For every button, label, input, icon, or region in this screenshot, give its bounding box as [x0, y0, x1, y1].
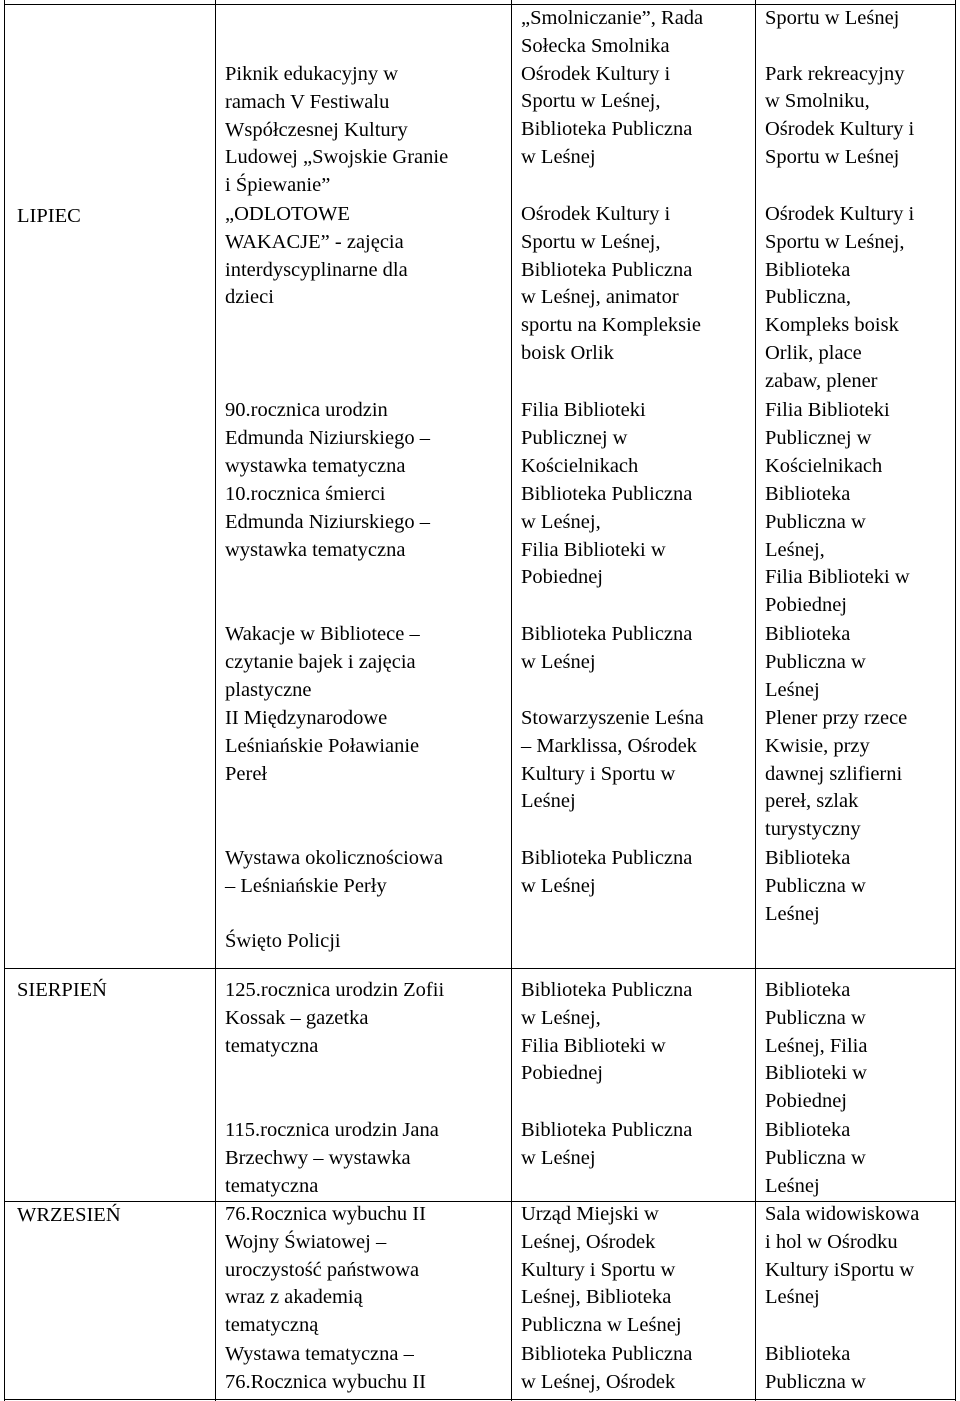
- cell-line: uroczystość państwowa: [225, 1258, 420, 1281]
- cell-line: Pobiednej: [765, 594, 847, 617]
- cell-line: wraz z akademią: [225, 1286, 363, 1309]
- cell-line: Leśnej, Biblioteka: [521, 1286, 672, 1309]
- cell-line: i Śpiewanie”: [225, 174, 331, 197]
- cell-line: Urząd Miejski w: [521, 1203, 659, 1225]
- cell-line: Kultury i Sportu w: [521, 1258, 676, 1281]
- cell-line: Sala widowiskowa: [765, 1203, 920, 1225]
- place-cell: [765, 5, 914, 172]
- cell-line: Leśniańskie Poławianie: [225, 734, 420, 757]
- event-cell: [225, 397, 430, 480]
- cell-line: Leśnej: [765, 902, 820, 925]
- cell-line: Edmunda Niziurskiego –: [225, 426, 430, 449]
- cell-line: w Leśnej, Ośrodek: [521, 1370, 676, 1393]
- table-border: [755, 0, 756, 1401]
- event-cell: [225, 977, 444, 1060]
- cell-line: w Leśnej: [521, 1146, 596, 1169]
- place-cell: [765, 977, 867, 1116]
- cell-line: tematyczna: [225, 1034, 319, 1057]
- cell-line: 76.Rocznica wybuchu II: [225, 1370, 426, 1393]
- organizer-cell: [521, 621, 692, 677]
- cell-line: Pobiednej: [765, 1090, 847, 1113]
- cell-line: 90.rocznica urodzin: [225, 399, 388, 421]
- cell-line: Stowarzyszenie Leśna: [521, 707, 704, 729]
- cell-line: Leśnej: [765, 1286, 820, 1309]
- cell-line: Biblioteka Publiczna: [521, 847, 693, 869]
- cell-line: [765, 33, 914, 61]
- cell-line: Biblioteka Publiczna: [521, 483, 693, 505]
- organizer-cell: [521, 1117, 692, 1173]
- table-border: [4, 968, 956, 969]
- cell-line: w Leśnej, animator: [521, 286, 679, 309]
- cell-line: Biblioteka: [765, 979, 851, 1001]
- cell-line: WAKACJE” - zajęcia: [225, 230, 404, 253]
- place-cell: [765, 397, 890, 480]
- table-border: [215, 0, 216, 1401]
- event-cell: [225, 621, 420, 704]
- cell-line: Leśnej, Ośrodek: [521, 1230, 656, 1253]
- organizer-cell: [521, 5, 703, 172]
- event-cell: [225, 845, 443, 956]
- cell-line: Biblioteka: [765, 623, 851, 645]
- cell-line: Sportu w Leśnej,: [521, 90, 661, 113]
- cell-line: Biblioteka Publiczna: [521, 1343, 693, 1365]
- organizer-cell: [521, 481, 692, 592]
- table-border: [511, 0, 512, 1401]
- organizer-cell: [521, 845, 692, 901]
- cell-line: Ośrodek Kultury i: [521, 62, 671, 85]
- cell-line: Publiczna w Leśnej: [521, 1314, 682, 1337]
- organizer-cell: [521, 1341, 692, 1397]
- cell-line: Pereł: [225, 762, 268, 785]
- cell-line: – Marklissa, Ośrodek: [521, 734, 697, 757]
- event-cell: [225, 61, 448, 200]
- cell-line: Biblioteka Publiczna: [521, 118, 693, 141]
- cell-line: Filia Biblioteki w: [521, 1034, 666, 1057]
- cell-line: Sportu w Leśnej,: [765, 230, 905, 253]
- cell-line: Biblioteka Publiczna: [521, 258, 693, 281]
- cell-line: Kultury iSportu w: [765, 1258, 915, 1281]
- cell-line: II Międzynarodowe: [225, 707, 388, 729]
- organizer-cell: [521, 977, 692, 1088]
- cell-line: Sołecka Smolnika: [521, 34, 670, 57]
- cell-line: Biblioteka Publiczna: [521, 1119, 693, 1141]
- cell-line: Leśnej: [521, 790, 576, 813]
- cell-line: wystawka tematyczna: [225, 538, 406, 561]
- month-label: LIPIEC: [17, 205, 81, 227]
- cell-line: Kościelnikach: [765, 454, 883, 477]
- cell-line: Kwisie, przy: [765, 734, 870, 757]
- cell-line: „Smolniczanie”, Rada: [521, 7, 704, 29]
- event-cell: [225, 705, 419, 788]
- place-cell: [765, 1341, 866, 1397]
- cell-line: Publiczna w: [765, 1370, 866, 1393]
- organizer-cell: [521, 201, 701, 368]
- cell-line: Wystawa okolicznościowa: [225, 847, 443, 869]
- cell-line: Plener przy rzece: [765, 707, 908, 729]
- cell-line: Publiczna,: [765, 286, 851, 309]
- cell-line: 10.rocznica śmierci: [225, 483, 386, 505]
- organizer-cell: [521, 1201, 682, 1340]
- cell-line: 76.Rocznica wybuchu II: [225, 1203, 426, 1225]
- cell-line: Ośrodek Kultury i: [765, 118, 915, 141]
- cell-line: i hol w Ośrodku: [765, 1230, 898, 1253]
- cell-line: w Leśnej: [521, 650, 596, 673]
- cell-line: Biblioteka Publiczna: [521, 623, 693, 645]
- cell-line: w Leśnej: [521, 145, 596, 168]
- cell-line: Biblioteka Publiczna: [521, 979, 693, 1001]
- table-border: [4, 0, 5, 1401]
- cell-line: dzieci: [225, 286, 274, 309]
- cell-line: pereł, szlak: [765, 790, 859, 813]
- place-cell: [765, 1117, 866, 1200]
- cell-line: Leśnej, Filia: [765, 1034, 868, 1057]
- cell-line: Leśnej: [765, 678, 820, 701]
- cell-line: Wystawa tematyczna –: [225, 1343, 414, 1365]
- cell-line: Kompleks boisk: [765, 314, 899, 337]
- place-cell: [765, 705, 907, 844]
- cell-line: Sportu w Leśnej: [765, 145, 900, 168]
- place-cell: [765, 621, 866, 704]
- cell-line: Biblioteka: [765, 258, 851, 281]
- event-cell: [225, 1117, 439, 1200]
- cell-line: Ośrodek Kultury i: [521, 203, 671, 225]
- cell-line: 125.rocznica urodzin Zofii: [225, 979, 445, 1001]
- cell-line: Współczesnej Kultury: [225, 118, 408, 141]
- organizer-cell: [521, 397, 646, 480]
- event-cell: [225, 1201, 426, 1340]
- cell-line: w Leśnej,: [521, 510, 601, 533]
- cell-line: Wakacje w Bibliotece –: [225, 623, 420, 645]
- cell-line: „ODLOTOWE: [225, 203, 350, 225]
- cell-line: Biblioteki w: [765, 1062, 867, 1085]
- cell-line: turystyczny: [765, 818, 861, 841]
- cell-line: Filia Biblioteki: [521, 399, 646, 421]
- cell-line: Ośrodek Kultury i: [765, 203, 915, 225]
- cell-line: Pobiednej: [521, 566, 603, 589]
- cell-line: czytanie bajek i zajęcia: [225, 650, 416, 673]
- cell-line: Kościelnikach: [521, 454, 639, 477]
- cell-line: Piknik edukacyjny w: [225, 63, 399, 85]
- cell-line: Orlik, place: [765, 341, 862, 364]
- cell-line: Brzechwy – wystawka: [225, 1146, 411, 1169]
- cell-line: tematyczna: [225, 1174, 319, 1197]
- cell-line: Sportu w Leśnej: [765, 7, 900, 29]
- cell-line: Wojny Światowej –: [225, 1230, 387, 1253]
- cell-line: Ludowej „Swojskie Granie: [225, 146, 449, 169]
- cell-line: Publicznej w: [765, 426, 872, 449]
- organizer-cell: [521, 705, 704, 816]
- cell-line: Biblioteka: [765, 847, 851, 869]
- cell-line: sportu na Kompleksie: [521, 314, 701, 337]
- month-label: WRZESIEŃ: [17, 1204, 121, 1226]
- month-label: SIERPIEŃ: [17, 979, 107, 1001]
- cell-line: w Leśnej: [521, 874, 596, 897]
- cell-line: Edmunda Niziurskiego –: [225, 510, 430, 533]
- cell-line: ramach V Festiwalu: [225, 90, 390, 113]
- cell-line: Publiczna w: [765, 510, 866, 533]
- place-cell: [765, 1201, 919, 1312]
- cell-line: plastyczne: [225, 678, 312, 701]
- event-cell: [225, 481, 430, 564]
- cell-line: zabaw, plener: [765, 369, 878, 392]
- cell-line: Biblioteka: [765, 483, 851, 505]
- cell-line: Pobiednej: [521, 1062, 603, 1085]
- table-border: [4, 1399, 956, 1400]
- cell-line: wystawka tematyczna: [225, 454, 406, 477]
- place-cell: [765, 201, 914, 396]
- cell-line: Kultury i Sportu w: [521, 762, 676, 785]
- cell-line: tematyczną: [225, 1314, 319, 1337]
- cell-line: Święto Policji: [225, 930, 341, 953]
- table-border: [955, 0, 956, 1401]
- cell-line: Publiczna w: [765, 1146, 866, 1169]
- cell-line: Park rekreacyjny: [765, 62, 905, 85]
- place-cell: [765, 845, 866, 928]
- cell-line: Biblioteka: [765, 1343, 851, 1365]
- cell-line: Publiczna w: [765, 874, 866, 897]
- cell-line: w Leśnej,: [521, 1006, 601, 1029]
- cell-line: Publiczna w: [765, 650, 866, 673]
- place-cell: [765, 481, 910, 620]
- cell-line: Leśnej,: [765, 538, 825, 561]
- cell-line: dawnej szlifierni: [765, 762, 903, 785]
- cell-line: Filia Biblioteki w: [521, 538, 666, 561]
- cell-line: boisk Orlik: [521, 341, 614, 364]
- cell-line: Publiczna w: [765, 1006, 866, 1029]
- cell-line: Filia Biblioteki w: [765, 566, 910, 589]
- cell-line: w Smolniku,: [765, 90, 870, 113]
- event-cell: [225, 1341, 426, 1397]
- cell-line: Filia Biblioteki: [765, 399, 890, 421]
- cell-line: 115.rocznica urodzin Jana: [225, 1119, 439, 1141]
- cell-line: Sportu w Leśnej,: [521, 230, 661, 253]
- cell-line: [225, 901, 443, 929]
- cell-line: Publicznej w: [521, 426, 628, 449]
- event-cell: [225, 201, 408, 312]
- cell-line: Kossak – gazetka: [225, 1006, 369, 1029]
- cell-line: Biblioteka: [765, 1119, 851, 1141]
- cell-line: Leśnej: [765, 1174, 820, 1197]
- cell-line: interdyscyplinarne dla: [225, 258, 408, 281]
- cell-line: – Leśniańskie Perły: [225, 874, 387, 897]
